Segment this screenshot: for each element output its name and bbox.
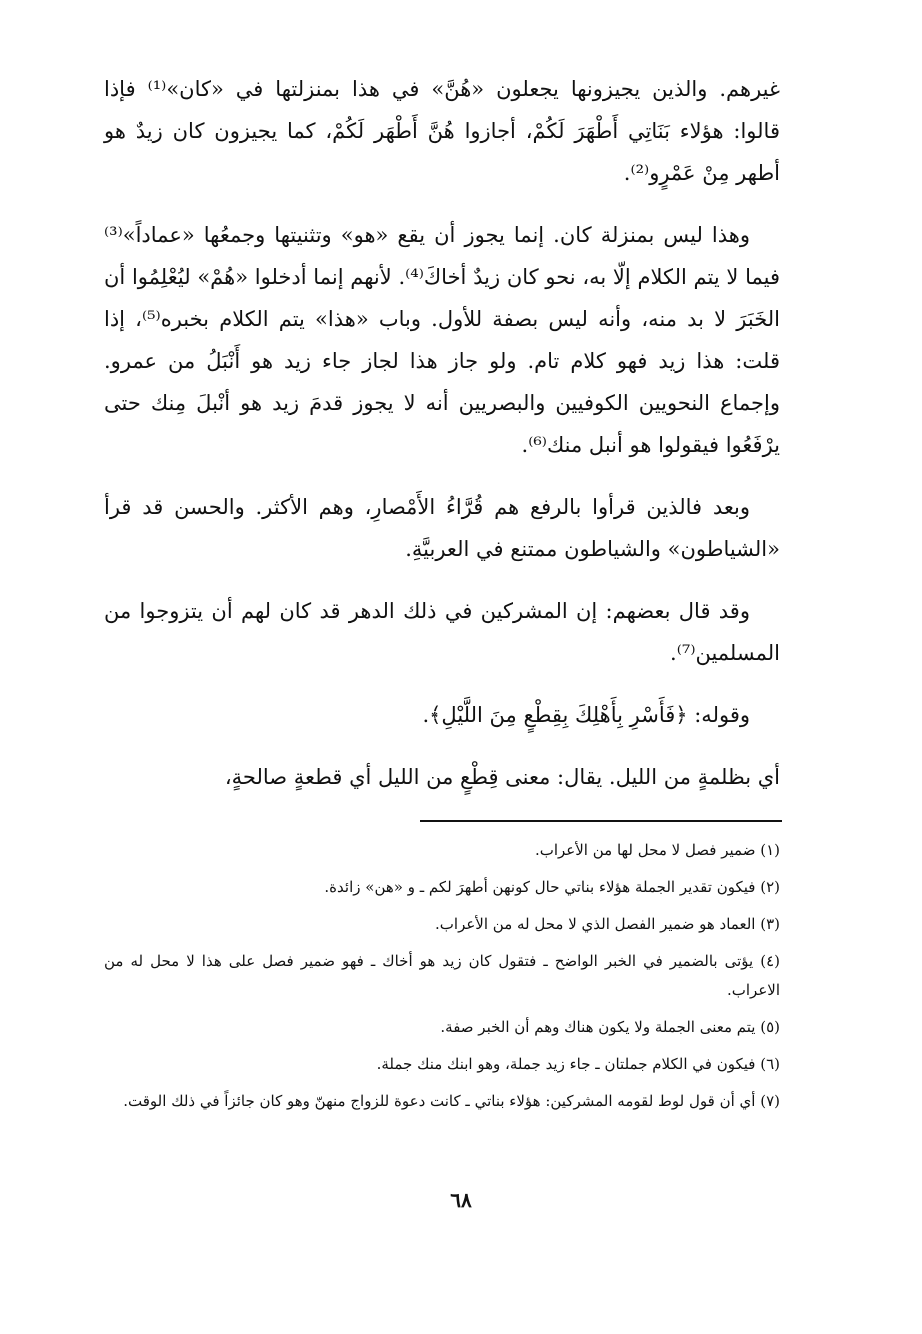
footnote-1: (١) ضمير فصل لا محل لها من الأعراب. <box>534 841 780 859</box>
footnote-2: (٢) فيكون تقدير الجملة هؤلاء بناتي حال كونهن أطهرَ لكم ـ و «هن» زائدة. <box>324 878 780 896</box>
paragraph-2: وهذا ليس بمنزلة كان. إنما يجوز أن يقع «هو» وتثنيتها وجمعُها «عماداً»⁽³⁾ فيما لا يتم الكلام إلّا به، نحو كان زيدٌ أخاكَ⁽⁴⁾. لأنهم إنما أدخلوا «هُمْ» ليُعْلِمُوا أن الخَبَرَ لا بد منه، وأنه ليس بصفة للأول. وباب «هذا» يتم الكلام بخبره⁽⁵⁾، إذا قلت: هذا زيد فهو كلام تام. ولو جاز هذا لجاز جاء زيد هو أَنْبَلُ من عمرو. وإجماع النحويين الكوفيين والبصريين أنه لا يجوز قدمَ زيد هو أنْبلَ مِنك حتى يرْفَعُوا فيقولوا هو أنبل منك⁽⁶⁾. <box>104 223 781 457</box>
footnote-divider <box>420 820 782 822</box>
paragraph-3: وبعد فالذين قرأوا بالرفع هم قُرَّاءُ الأَمْصارِ، وهم الأكثر. والحسن قد قرأ «الشياطون» والشياطون ممتنع في العربيَّةِ. <box>104 495 780 561</box>
footnote-7: (٧) أي أن قول لوط لقومه المشركين: هؤلاء بناتي ـ كانت دعوة للزواج منهنّ وهو كان جائزاً في ذلك الوقت. <box>123 1092 780 1110</box>
page-number: ٦٨ <box>450 1188 472 1212</box>
footnotes <box>104 836 780 1124</box>
footnote-3: (٣) العماد هو ضمير الفصل الذي لا محل له من الأعراب. <box>435 915 780 933</box>
paragraph-6: أي بظلمةٍ من الليل. يقال: معنى قِطْعٍ من الليل أي قطعةٍ صالحةٍ، <box>224 765 780 789</box>
paragraph-5-quran-verse: وقوله: ﴿فَأَسْرِ بِأَهْلِكَ بِقِطْعٍ مِنَ اللَّيْلِ﴾. <box>422 703 750 727</box>
footnote-4: (٤) يؤتى بالضمير في الخبر الواضح ـ فتقول كان زيد هو أخاك ـ فهو ضمير فصل على هذا لا محل له من الاعراب. <box>104 952 780 999</box>
footnote-5: (٥) يتم معنى الجملة ولا يكون هناك وهم أن الخبر صفة. <box>440 1018 780 1036</box>
footnote-6: (٦) فيكون في الكلام جملتان ـ جاء زيد جملة، وهو ابنك منك جملة. <box>376 1055 780 1073</box>
paragraph-1: غيرهم. والذين يجيزونها يجعلون «هُنَّ» في هذا بمنزلتها في «كان»⁽¹⁾ فإذا قالوا: هؤلاء بَنَاتِي أَطْهَرَ لَكُمْ، أجازوا هُنَّ أَطْهَر لَكُمْ، كما يجيزون كان زيدٌ هو أطهر مِنْ عَمْرٍو⁽²⁾. <box>104 77 780 185</box>
main-text <box>104 68 780 818</box>
paragraph-4: وقد قال بعضهم: إن المشركين في ذلك الدهر قد كان لهم أن يتزوجوا من المسلمين⁽⁷⁾. <box>104 599 780 665</box>
